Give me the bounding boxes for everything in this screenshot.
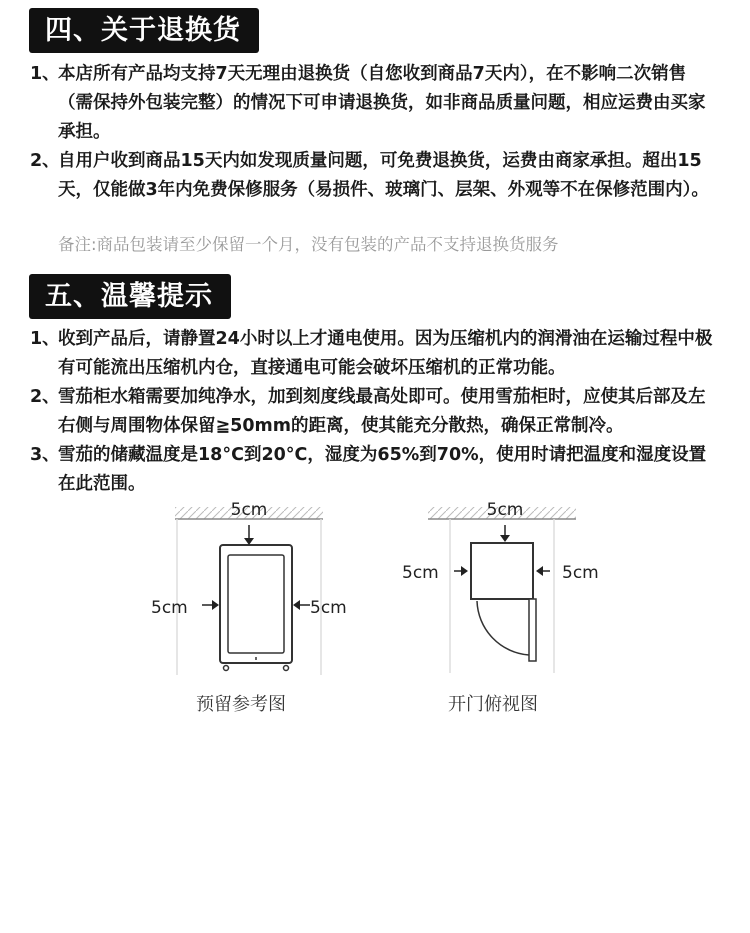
item-text: 收到产品后，请静置24小时以上才通电使用。因为压缩机内的润滑油在运输过程中极有可能流出压缩机内仓，直接通电可能会破坏压缩机的正常功能。 — [58, 329, 713, 378]
section-5-header: 五、温馨提示 — [29, 274, 231, 319]
packaging-note: 备注:商品包装请至少保留一个月，没有包装的产品不支持退换货服务 — [58, 235, 559, 254]
item-text: 雪茄的储藏温度是18°C到20°C，湿度为65%到70%，使用时请把温度和湿度设置在此范围。 — [58, 445, 707, 494]
right-arrow — [536, 566, 550, 576]
left-arrow — [454, 566, 468, 576]
section-4-header: 四、关于退换货 — [29, 8, 259, 53]
item-number: 1、 — [30, 64, 60, 84]
cabinet-top-view — [471, 543, 533, 599]
item-text: 雪茄柜水箱需要加纯净水，加到刻度线最高处即可。使用雪茄柜时，应使其后部及左右侧与周围物体保留≧50mm的距离，使其能充分散热，确保正常制冷。 — [58, 387, 706, 436]
item-number: 2、 — [30, 151, 60, 171]
tip-item-3 — [30, 441, 720, 499]
item-text: 本店所有产品均支持7天无理由退换货（自您收到商品7天内），在不影响二次销售 （需保持外包装完整）的情况下可申请退换货，如非商品质量问题，相应运费由买家承担。 — [58, 64, 706, 142]
top-arrow — [500, 525, 510, 542]
open-door — [529, 599, 536, 661]
tip-item-2 — [30, 383, 720, 441]
cabinet-front — [220, 545, 292, 671]
top-arrow — [244, 525, 254, 545]
left-arrow — [202, 600, 219, 610]
top-view-diagram — [398, 495, 613, 680]
left-clearance-label: 5cm — [151, 598, 188, 618]
tip-item-1 — [30, 325, 720, 383]
top-view-diagram-caption: 开门俯视图 — [448, 694, 538, 715]
front-clearance-diagram — [140, 495, 370, 680]
return-policy-item-1 — [30, 60, 720, 147]
door-swing-arc — [477, 601, 529, 655]
return-policy-item-2 — [30, 147, 720, 205]
top-clearance-label: 5cm — [486, 500, 524, 520]
right-arrow — [293, 600, 310, 610]
left-clearance-label: 5cm — [402, 563, 439, 583]
item-number: 1、 — [30, 329, 60, 349]
front-diagram-caption: 预留参考图 — [196, 694, 286, 715]
item-number: 2、 — [30, 387, 60, 407]
right-clearance-label: 5cm — [310, 598, 347, 618]
item-text: 自用户收到商品15天内如发现质量问题，可免费退换货，运费由商家承担。超出15天，仅能做3年内免费保修服务（易损件、玻璃门、层架、外观等不在保修范围内）。 — [58, 151, 709, 200]
right-clearance-label: 5cm — [562, 563, 599, 583]
item-number: 3、 — [30, 445, 60, 465]
top-clearance-label: 5cm — [230, 500, 268, 520]
